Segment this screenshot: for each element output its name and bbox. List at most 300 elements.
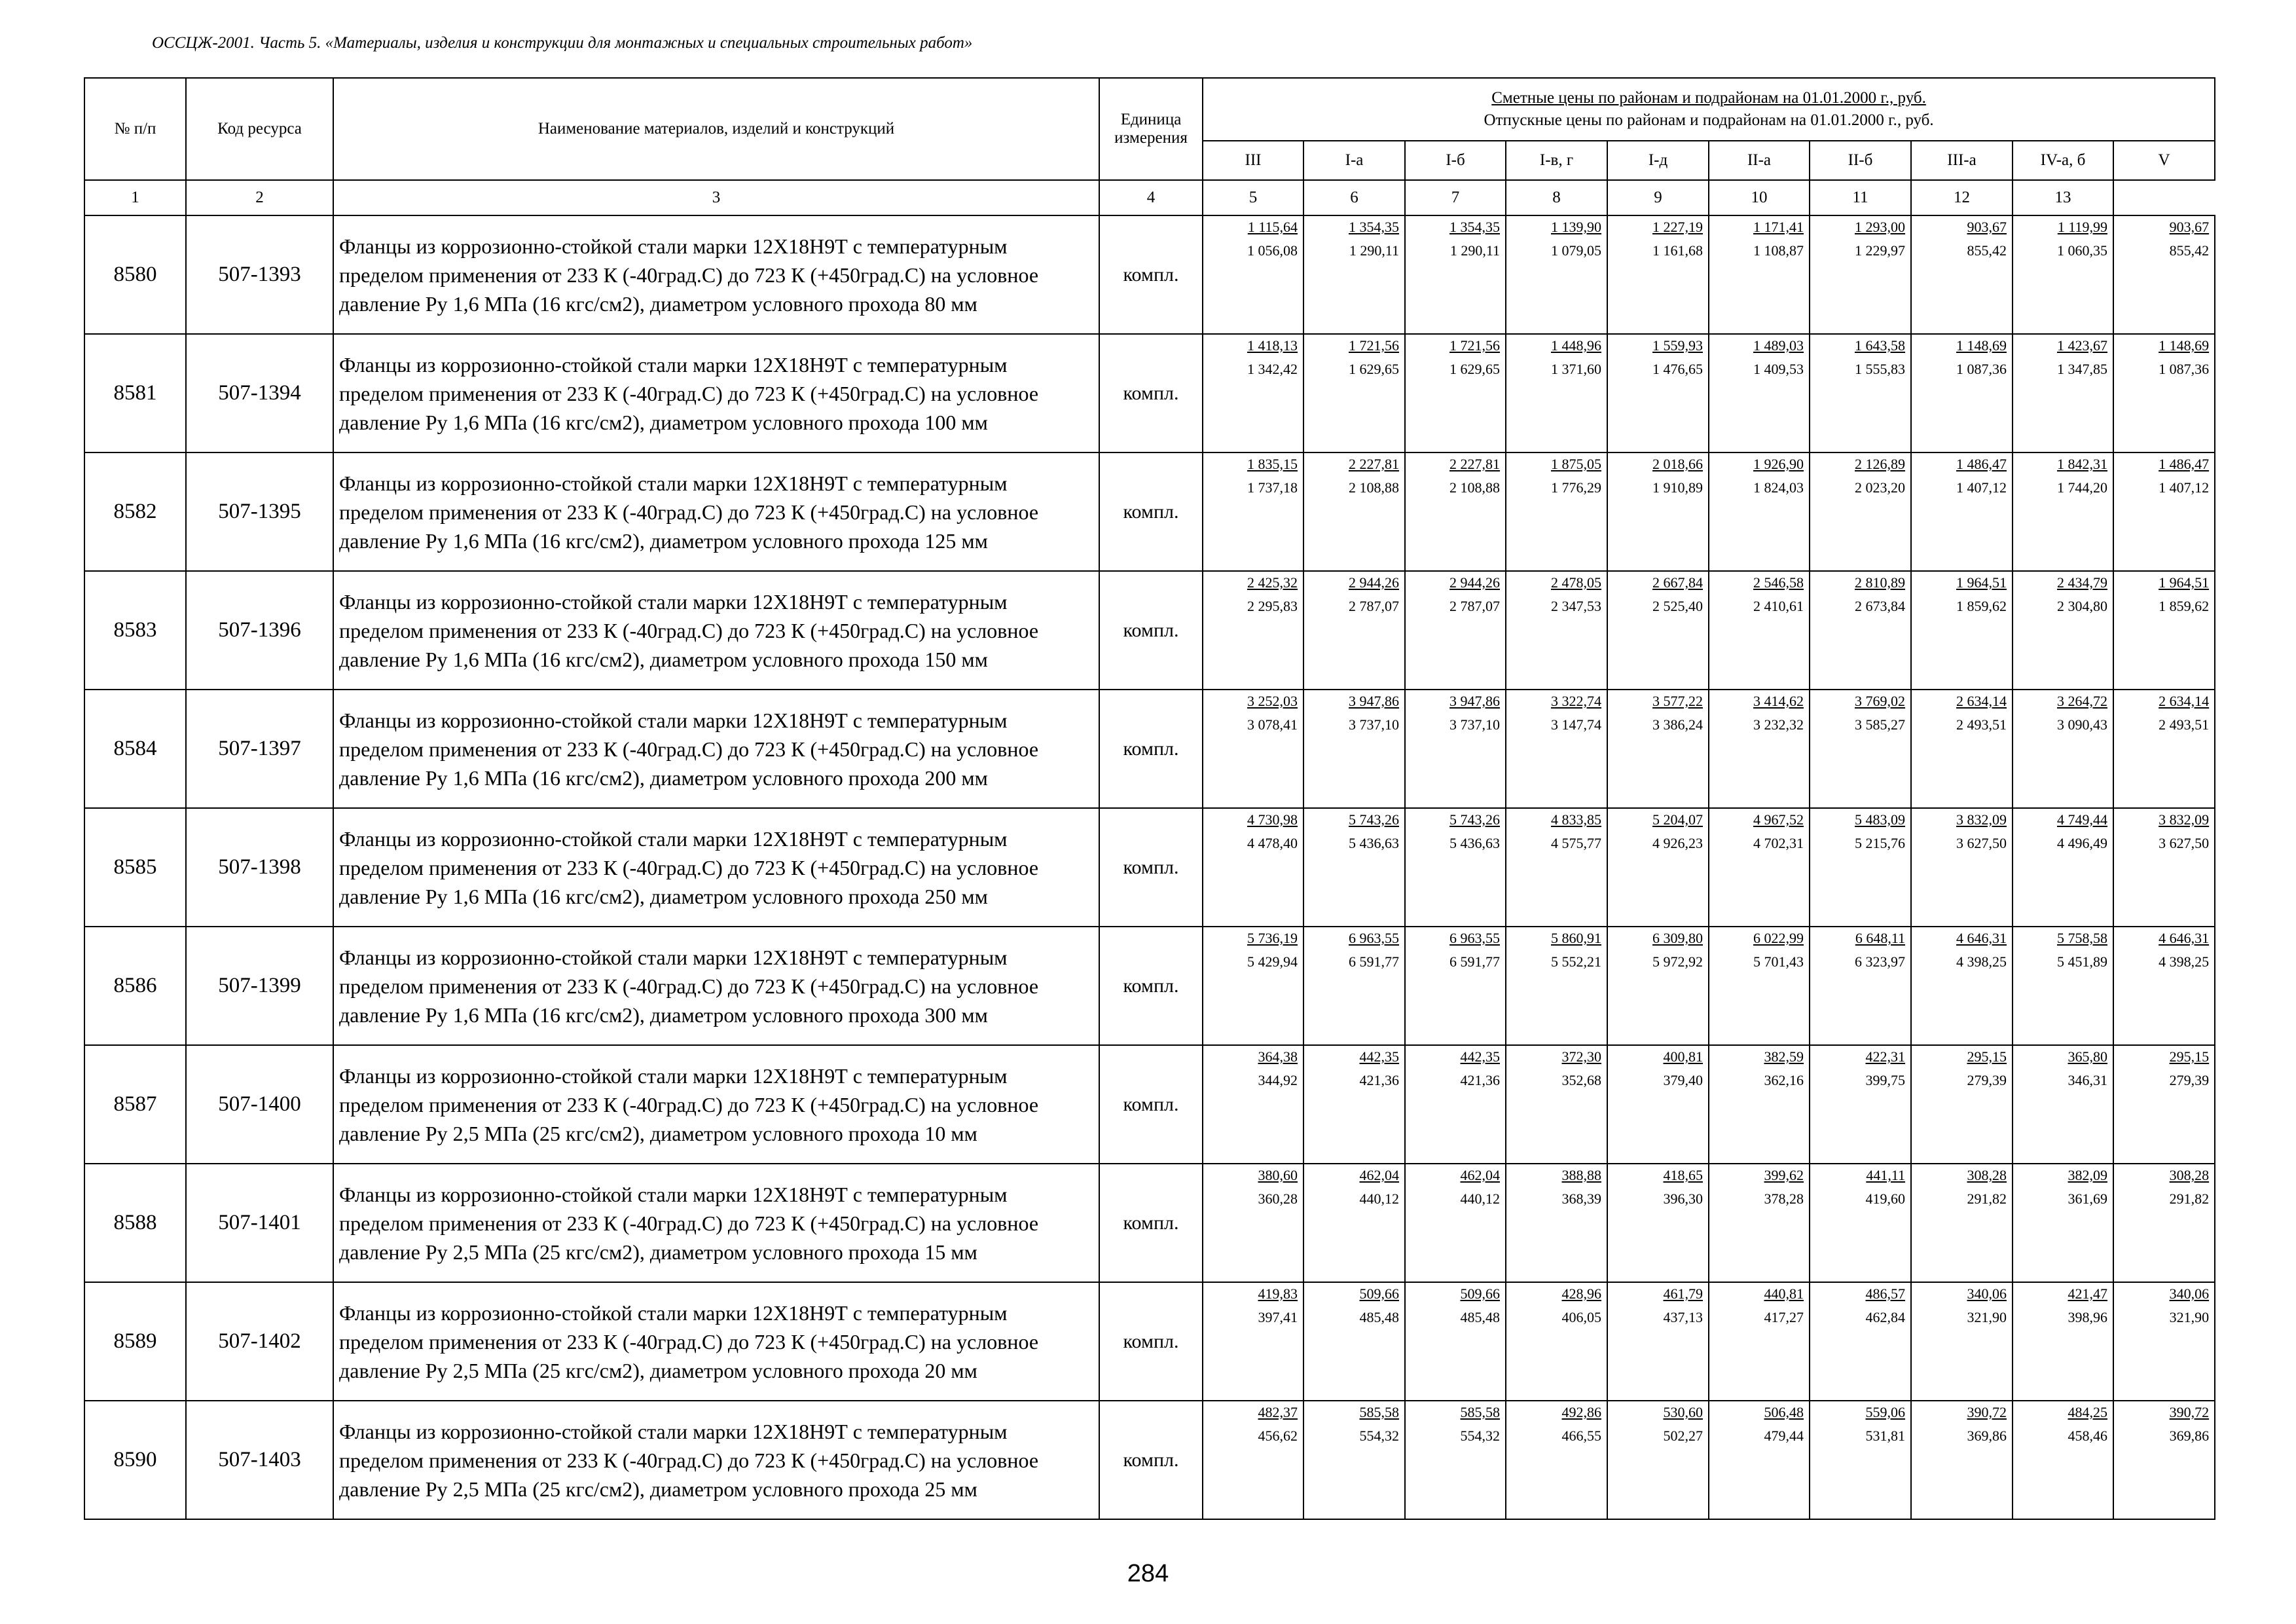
estimate-price: 6 963,55: [1449, 930, 1500, 946]
release-price: 406,05: [1561, 1309, 1601, 1325]
estimate-price: 6 648,11: [1855, 930, 1905, 946]
estimate-price: 340,06: [1967, 1285, 2007, 1302]
material-name: Фланцы из коррозионно-стойкой стали марки 12Х18Н9Т с температурным пределом применения от 233 К (-40град.С) до 723 К (+450град.С) на условное давление Ру 1,6 МПа (16 кгс/см2), диаметром условного прохода 125 мм: [333, 452, 1099, 571]
row-number: 8589: [84, 1282, 186, 1401]
price-cell: [1203, 1282, 1303, 1401]
material-name: Фланцы из коррозионно-стойкой стали марки 12Х18Н9Т с температурным пределом применения от 233 К (-40град.С) до 723 К (+450град.С) на условное давление Ру 1,6 МПа (16 кгс/см2), диаметром условного прохода 150 мм: [333, 571, 1099, 690]
price-cell: [1506, 808, 1607, 927]
release-price: 1 079,05: [1551, 242, 1601, 259]
price-cell: [1810, 1045, 1911, 1164]
column-number-row: [84, 180, 2215, 215]
release-price: 5 552,21: [1551, 953, 1601, 970]
estimate-price: 1 354,35: [1349, 219, 1399, 235]
column-number: 9: [1607, 180, 1709, 215]
estimate-price: 2 478,05: [1551, 574, 1601, 591]
price-cell: [2113, 1164, 2215, 1282]
release-price: 2 023,20: [1855, 479, 1905, 496]
material-name: Фланцы из коррозионно-стойкой стали марки 12Х18Н9Т с температурным пределом применения от 233 К (-40град.С) до 723 К (+450град.С) на условное давление Ру 1,6 МПа (16 кгс/см2), диаметром условного прохода 250 мм: [333, 808, 1099, 927]
estimate-price: 5 483,09: [1855, 811, 1905, 828]
release-price: 3 585,27: [1855, 716, 1905, 733]
release-price: 360,28: [1258, 1190, 1298, 1207]
release-price: 417,27: [1764, 1309, 1804, 1325]
unit-of-measure: компл.: [1099, 571, 1203, 690]
release-price: 2 295,83: [1247, 598, 1298, 614]
region-header: III-а: [1911, 141, 2013, 180]
release-price: 3 090,43: [2057, 716, 2107, 733]
resource-code: 507-1400: [186, 1045, 333, 1164]
estimate-price: 2 944,26: [1449, 574, 1500, 591]
price-cell: [1303, 808, 1405, 927]
resource-code: 507-1399: [186, 927, 333, 1045]
release-price: 479,44: [1764, 1428, 1804, 1444]
page-number: 284: [1127, 1560, 1169, 1587]
price-cell: [1203, 1045, 1303, 1164]
price-cell: [1506, 1045, 1607, 1164]
estimate-price: 530,60: [1663, 1404, 1703, 1420]
estimate-price: 1 643,58: [1855, 337, 1905, 354]
release-price: 279,39: [1967, 1072, 2007, 1088]
release-price: 344,92: [1258, 1072, 1298, 1088]
release-price: 321,90: [2169, 1309, 2210, 1325]
region-header: II-а: [1709, 141, 1810, 180]
price-cell: [1203, 215, 1303, 334]
material-name: Фланцы из коррозионно-стойкой стали марки 12Х18Н9Т с температурным пределом применения от 233 К (-40град.С) до 723 К (+450град.С) на условное давление Ру 2,5 МПа (25 кгс/см2), диаметром условного прохода 20 мм: [333, 1282, 1099, 1401]
price-cell: [2113, 452, 2215, 571]
price-cell: [1810, 808, 1911, 927]
price-cell: [1810, 452, 1911, 571]
release-price: 502,27: [1663, 1428, 1703, 1444]
release-price: 437,13: [1663, 1309, 1703, 1325]
estimate-price: 308,28: [1967, 1167, 2007, 1183]
release-price: 419,60: [1865, 1190, 1905, 1207]
estimate-price: 5 736,19: [1247, 930, 1298, 946]
release-price: 466,55: [1561, 1428, 1601, 1444]
estimate-price: 585,58: [1359, 1404, 1399, 1420]
release-price: 2 493,51: [2159, 716, 2210, 733]
price-cell: [1405, 1282, 1506, 1401]
estimate-price: 3 252,03: [1247, 693, 1298, 709]
region-header: II-б: [1810, 141, 1911, 180]
price-cell: [1405, 571, 1506, 690]
estimate-price: 2 018,66: [1652, 456, 1703, 472]
header-prices-estimate: Сметные цены по районам и подрайонам на 01.01.2000 г., руб.: [1491, 89, 1926, 107]
release-price: 1 371,60: [1551, 361, 1601, 377]
estimate-price: 1 171,41: [1753, 219, 1804, 235]
estimate-price: 3 832,09: [1956, 811, 2007, 828]
release-price: 1 776,29: [1551, 479, 1601, 496]
release-price: 6 591,77: [1449, 953, 1500, 970]
release-price: 1 910,89: [1652, 479, 1703, 496]
resource-code: 507-1398: [186, 808, 333, 927]
estimate-price: 340,06: [2169, 1285, 2210, 1302]
estimate-price: 509,66: [1359, 1285, 1399, 1302]
estimate-price: 462,04: [1460, 1167, 1500, 1183]
estimate-price: 382,09: [2068, 1167, 2107, 1183]
estimate-price: 422,31: [1865, 1048, 1905, 1065]
price-cell: [2113, 571, 2215, 690]
estimate-price: 506,48: [1764, 1404, 1804, 1420]
row-number: 8586: [84, 927, 186, 1045]
price-cell: [1911, 452, 2013, 571]
table-row: [84, 927, 2215, 1045]
estimate-price: 1 835,15: [1247, 456, 1298, 472]
release-price: 1 347,85: [2057, 361, 2107, 377]
release-price: 1 737,18: [1247, 479, 1298, 496]
price-cell: [1506, 690, 1607, 808]
price-cell: [2013, 1045, 2113, 1164]
price-cell: [1203, 690, 1303, 808]
estimate-price: 5 204,07: [1652, 811, 1703, 828]
price-cell: [2013, 571, 2113, 690]
row-number: 8584: [84, 690, 186, 808]
price-cell: [1911, 1282, 2013, 1401]
header-code: Код ресурса: [186, 78, 333, 180]
release-price: 379,40: [1663, 1072, 1703, 1088]
price-cell: [1810, 215, 1911, 334]
estimate-price: 486,57: [1865, 1285, 1905, 1302]
estimate-price: 419,83: [1258, 1285, 1298, 1302]
price-table: [84, 77, 2215, 1520]
region-header: V: [2113, 141, 2215, 180]
estimate-price: 3 947,86: [1349, 693, 1399, 709]
estimate-price: 903,67: [1967, 219, 2007, 235]
price-cell: [2013, 215, 2113, 334]
unit-of-measure: компл.: [1099, 927, 1203, 1045]
price-cell: [1810, 1401, 1911, 1519]
price-cell: [1506, 215, 1607, 334]
price-cell: [1303, 452, 1405, 571]
price-cell: [1911, 808, 2013, 927]
release-price: 421,36: [1460, 1072, 1500, 1088]
price-cell: [1607, 452, 1709, 571]
header-prices-release: Отпускные цены по районам и подрайонам на 01.01.2000 г., руб.: [1484, 111, 1934, 129]
table-row: [84, 571, 2215, 690]
release-price: 6 323,97: [1855, 953, 1905, 970]
column-number: 4: [1099, 180, 1203, 215]
column-number: 13: [2013, 180, 2113, 215]
estimate-price: 1 227,19: [1652, 219, 1703, 235]
price-cell: [1810, 1164, 1911, 1282]
price-cell: [1303, 1164, 1405, 1282]
price-cell: [1810, 334, 1911, 452]
estimate-price: 421,47: [2068, 1285, 2107, 1302]
price-cell: [2013, 690, 2113, 808]
resource-code: 507-1397: [186, 690, 333, 808]
release-price: 1 629,65: [1449, 361, 1500, 377]
release-price: 1 409,53: [1753, 361, 1804, 377]
price-cell: [1506, 927, 1607, 1045]
region-header: III: [1203, 141, 1303, 180]
resource-code: 507-1396: [186, 571, 333, 690]
unit-of-measure: компл.: [1099, 1045, 1203, 1164]
price-cell: [1810, 1282, 1911, 1401]
region-header: I-а: [1303, 141, 1405, 180]
release-price: 4 926,23: [1652, 835, 1703, 851]
release-price: 2 787,07: [1449, 598, 1500, 614]
estimate-price: 1 354,35: [1449, 219, 1500, 235]
estimate-price: 1 486,47: [2159, 456, 2210, 472]
price-cell: [1506, 334, 1607, 452]
price-cell: [1303, 334, 1405, 452]
release-price: 291,82: [2169, 1190, 2210, 1207]
price-cell: [1709, 571, 1810, 690]
release-price: 554,32: [1359, 1428, 1399, 1444]
release-price: 291,82: [1967, 1190, 2007, 1207]
estimate-price: 1 926,90: [1753, 456, 1804, 472]
price-cell: [1405, 1045, 1506, 1164]
estimate-price: 1 139,90: [1551, 219, 1601, 235]
release-price: 2 108,88: [1449, 479, 1500, 496]
release-price: 6 591,77: [1349, 953, 1399, 970]
price-cell: [2013, 927, 2113, 1045]
price-cell: [1506, 1282, 1607, 1401]
material-name: Фланцы из коррозионно-стойкой стали марки 12Х18Н9Т с температурным пределом применения от 233 К (-40град.С) до 723 К (+450град.С) на условное давление Ру 2,5 МПа (25 кгс/см2), диаметром условного прохода 25 мм: [333, 1401, 1099, 1519]
price-cell: [1709, 1282, 1810, 1401]
column-number: 5: [1203, 180, 1303, 215]
estimate-price: 4 749,44: [2057, 811, 2107, 828]
estimate-price: 6 022,99: [1753, 930, 1804, 946]
release-price: 362,16: [1764, 1072, 1804, 1088]
estimate-price: 6 309,80: [1652, 930, 1703, 946]
price-cell: [1405, 808, 1506, 927]
release-price: 421,36: [1359, 1072, 1399, 1088]
price-cell: [1303, 690, 1405, 808]
release-price: 1 407,12: [1956, 479, 2007, 496]
price-cell: [1506, 1401, 1607, 1519]
price-cell: [1405, 215, 1506, 334]
estimate-price: 380,60: [1258, 1167, 1298, 1183]
price-cell: [1911, 1401, 2013, 1519]
release-price: 3 232,32: [1753, 716, 1804, 733]
estimate-price: 295,15: [2169, 1048, 2210, 1065]
price-cell: [2113, 808, 2215, 927]
release-price: 1 629,65: [1349, 361, 1399, 377]
release-price: 2 108,88: [1349, 479, 1399, 496]
estimate-price: 428,96: [1561, 1285, 1601, 1302]
price-cell: [1911, 334, 2013, 452]
estimate-price: 399,62: [1764, 1167, 1804, 1183]
estimate-price: 390,72: [2169, 1404, 2210, 1420]
release-price: 1 229,97: [1855, 242, 1905, 259]
estimate-price: 4 967,52: [1753, 811, 1804, 828]
estimate-price: 5 743,26: [1349, 811, 1399, 828]
price-cell: [1607, 1164, 1709, 1282]
release-price: 3 386,24: [1652, 716, 1703, 733]
price-cell: [1911, 215, 2013, 334]
estimate-price: 4 646,31: [2159, 930, 2210, 946]
release-price: 4 496,49: [2057, 835, 2107, 851]
release-price: 1 744,20: [2057, 479, 2107, 496]
release-price: 5 436,63: [1349, 835, 1399, 851]
release-price: 2 787,07: [1349, 598, 1399, 614]
region-header: I-д: [1607, 141, 1709, 180]
estimate-price: 6 963,55: [1349, 930, 1399, 946]
resource-code: 507-1401: [186, 1164, 333, 1282]
row-number: 8588: [84, 1164, 186, 1282]
estimate-price: 1 721,56: [1349, 337, 1399, 354]
estimate-price: 308,28: [2169, 1167, 2210, 1183]
release-price: 485,48: [1359, 1309, 1399, 1325]
column-number: 7: [1405, 180, 1506, 215]
estimate-price: 2 425,32: [1247, 574, 1298, 591]
column-number: 8: [1506, 180, 1607, 215]
release-price: 1 342,42: [1247, 361, 1298, 377]
estimate-price: 3 769,02: [1855, 693, 1905, 709]
release-price: 440,12: [1460, 1190, 1500, 1207]
unit-of-measure: компл.: [1099, 1164, 1203, 1282]
price-cell: [1203, 571, 1303, 690]
estimate-price: 3 414,62: [1753, 693, 1804, 709]
release-price: 440,12: [1359, 1190, 1399, 1207]
estimate-price: 1 842,31: [2057, 456, 2107, 472]
release-price: 1 087,36: [2159, 361, 2210, 377]
release-price: 361,69: [2068, 1190, 2107, 1207]
price-cell: [1709, 1401, 1810, 1519]
release-price: 5 701,43: [1753, 953, 1804, 970]
material-name: Фланцы из коррозионно-стойкой стали марки 12Х18Н9Т с температурным пределом применения от 233 К (-40град.С) до 723 К (+450град.С) на условное давление Ру 1,6 МПа (16 кгс/см2), диаметром условного прохода 80 мм: [333, 215, 1099, 334]
resource-code: 507-1403: [186, 1401, 333, 1519]
release-price: 396,30: [1663, 1190, 1703, 1207]
release-price: 352,68: [1561, 1072, 1601, 1088]
row-number: 8585: [84, 808, 186, 927]
header-unit: Единица измерения: [1099, 78, 1203, 180]
price-cell: [1405, 1401, 1506, 1519]
price-cell: [1303, 1045, 1405, 1164]
estimate-price: 2 667,84: [1652, 574, 1703, 591]
price-cell: [1810, 927, 1911, 1045]
price-cell: [2113, 215, 2215, 334]
region-header: IV-а, б: [2013, 141, 2113, 180]
price-cell: [1405, 334, 1506, 452]
estimate-price: 462,04: [1359, 1167, 1399, 1183]
release-price: 399,75: [1865, 1072, 1905, 1088]
price-cell: [1203, 808, 1303, 927]
table-row: [84, 215, 2215, 334]
estimate-price: 903,67: [2169, 219, 2210, 235]
price-cell: [1911, 1045, 2013, 1164]
release-price: 346,31: [2068, 1072, 2107, 1088]
material-name: Фланцы из коррозионно-стойкой стали марки 12Х18Н9Т с температурным пределом применения от 233 К (-40град.С) до 723 К (+450град.С) на условное давление Ру 1,6 МПа (16 кгс/см2), диаметром условного прохода 200 мм: [333, 690, 1099, 808]
price-cell: [2013, 452, 2113, 571]
release-price: 3 737,10: [1349, 716, 1399, 733]
price-table-container: [84, 77, 2210, 1520]
price-cell: [1607, 1282, 1709, 1401]
release-price: 5 451,89: [2057, 953, 2107, 970]
price-cell: [1911, 927, 2013, 1045]
price-cell: [1203, 1401, 1303, 1519]
estimate-price: 388,88: [1561, 1167, 1601, 1183]
release-price: 369,86: [1967, 1428, 2007, 1444]
column-number: 2: [186, 180, 333, 215]
estimate-price: 2 634,14: [2159, 693, 2210, 709]
estimate-price: 5 758,58: [2057, 930, 2107, 946]
release-price: 1 824,03: [1753, 479, 1804, 496]
release-price: 2 410,61: [1753, 598, 1804, 614]
release-price: 369,86: [2169, 1428, 2210, 1444]
price-cell: [2013, 334, 2113, 452]
estimate-price: 585,58: [1460, 1404, 1500, 1420]
estimate-price: 4 833,85: [1551, 811, 1601, 828]
estimate-price: 492,86: [1561, 1404, 1601, 1420]
release-price: 1 476,65: [1652, 361, 1703, 377]
table-body: [84, 215, 2215, 1519]
estimate-price: 441,11: [1866, 1167, 1905, 1183]
price-cell: [1203, 334, 1303, 452]
price-cell: [1607, 1045, 1709, 1164]
release-price: 456,62: [1258, 1428, 1298, 1444]
estimate-price: 372,30: [1561, 1048, 1601, 1065]
estimate-price: 442,35: [1460, 1048, 1500, 1065]
release-price: 279,39: [2169, 1072, 2210, 1088]
release-price: 5 429,94: [1247, 953, 1298, 970]
release-price: 3 078,41: [1247, 716, 1298, 733]
table-row: [84, 1045, 2215, 1164]
unit-of-measure: компл.: [1099, 334, 1203, 452]
estimate-price: 442,35: [1359, 1048, 1399, 1065]
release-price: 4 398,25: [1956, 953, 2007, 970]
release-price: 1 087,36: [1956, 361, 2007, 377]
price-cell: [1506, 1164, 1607, 1282]
unit-of-measure: компл.: [1099, 215, 1203, 334]
price-cell: [1203, 927, 1303, 1045]
estimate-price: 2 227,81: [1349, 456, 1399, 472]
price-cell: [1709, 215, 1810, 334]
estimate-price: 2 944,26: [1349, 574, 1399, 591]
table-row: [84, 808, 2215, 927]
document-header: ОССЦЖ-2001. Часть 5. «Материалы, изделия и конструкции для монтажных и специальных строительных работ»: [152, 34, 973, 52]
estimate-price: 2 810,89: [1855, 574, 1905, 591]
release-price: 368,39: [1561, 1190, 1601, 1207]
release-price: 462,84: [1865, 1309, 1905, 1325]
release-price: 2 493,51: [1956, 716, 2007, 733]
resource-code: 507-1395: [186, 452, 333, 571]
estimate-price: 390,72: [1967, 1404, 2007, 1420]
resource-code: 507-1393: [186, 215, 333, 334]
price-cell: [1607, 571, 1709, 690]
price-cell: [1303, 927, 1405, 1045]
region-header: I-в, г: [1506, 141, 1607, 180]
price-cell: [1303, 1282, 1405, 1401]
price-cell: [2113, 334, 2215, 452]
estimate-price: 559,06: [1865, 1404, 1905, 1420]
estimate-price: 3 322,74: [1551, 693, 1601, 709]
estimate-price: 3 577,22: [1652, 693, 1703, 709]
estimate-price: 1 964,51: [1956, 574, 2007, 591]
header-num: № п/п: [84, 78, 186, 180]
estimate-price: 1 559,93: [1652, 337, 1703, 354]
estimate-price: 484,25: [2068, 1404, 2107, 1420]
estimate-price: 440,81: [1764, 1285, 1804, 1302]
price-cell: [1709, 808, 1810, 927]
price-cell: [1810, 571, 1911, 690]
price-cell: [1709, 927, 1810, 1045]
price-cell: [1810, 690, 1911, 808]
release-price: 5 436,63: [1449, 835, 1500, 851]
price-cell: [2113, 1045, 2215, 1164]
estimate-price: 2 126,89: [1855, 456, 1905, 472]
price-cell: [2113, 927, 2215, 1045]
price-cell: [1607, 808, 1709, 927]
price-cell: [1303, 571, 1405, 690]
unit-of-measure: компл.: [1099, 452, 1203, 571]
column-number: 11: [1810, 180, 1911, 215]
release-price: 1 290,11: [1449, 242, 1500, 259]
estimate-price: 2 634,14: [1956, 693, 2007, 709]
release-price: 1 056,08: [1247, 242, 1298, 259]
price-cell: [1607, 334, 1709, 452]
row-number: 8590: [84, 1401, 186, 1519]
row-number: 8580: [84, 215, 186, 334]
